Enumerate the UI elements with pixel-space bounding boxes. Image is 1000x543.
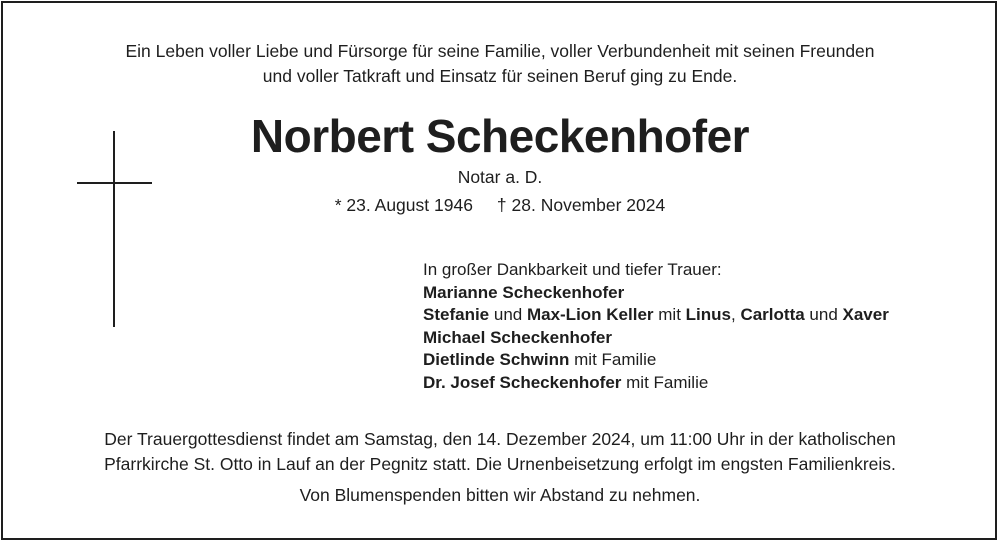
connector-text: ,	[731, 305, 741, 324]
birth-date: * 23. August 1946	[334, 195, 473, 215]
intro-text	[0, 39, 1000, 89]
deceased-name: Norbert Scheckenhofer	[250, 110, 750, 162]
mourner-line	[423, 349, 889, 372]
mourner-line: Michael Scheckenhofer	[423, 327, 612, 347]
intro-line-2: und voller Tatkraft und Einsatz für seinen Beruf ging zu Ende.	[262, 66, 738, 86]
mourner-name: Dietlinde Schwinn	[423, 350, 570, 369]
mourner-name: Stefanie	[423, 305, 490, 324]
flowers-note: Von Blumenspenden bitten wir Abstand zu nehmen.	[299, 485, 701, 505]
death-date: † 28. November 2024	[496, 195, 666, 215]
service-line-2: Pfarrkirche St. Otto in Lauf an der Pegnitz statt. Die Urnenbeisetzung erfolgt im engsten Familienkreis.	[104, 454, 896, 474]
mourners-heading: In großer Dankbarkeit und tiefer Trauer:	[423, 260, 722, 279]
service-info	[0, 427, 1000, 477]
connector-text: und	[804, 305, 843, 324]
connector-text: mit	[653, 305, 686, 324]
connector-text: mit Familie	[569, 350, 657, 369]
mourner-line: Marianne Scheckenhofer	[423, 282, 625, 302]
intro-line-1: Ein Leben voller Liebe und Fürsorge für seine Familie, voller Verbundenheit mit seinen Freunden	[125, 41, 875, 61]
mourner-name: Xaver	[842, 305, 889, 324]
mourner-name: Max-Lion Keller	[526, 305, 654, 324]
mourner-line	[423, 304, 889, 327]
deceased-title: Notar a. D.	[457, 167, 543, 187]
mourner-name: Carlotta	[740, 305, 805, 324]
connector-text: mit Familie	[621, 372, 709, 392]
connector-text: und	[489, 305, 527, 324]
mourners-list	[423, 259, 889, 394]
mourner-name: Dr. Josef Scheckenhofer	[423, 372, 622, 392]
life-dates	[0, 194, 1000, 216]
mourner-name: Linus	[685, 305, 731, 324]
service-line-1: Der Trauergottesdienst findet am Samstag, den 14. Dezember 2024, um 11:00 Uhr in der katholischen	[104, 429, 896, 449]
mourner-line	[423, 372, 889, 395]
